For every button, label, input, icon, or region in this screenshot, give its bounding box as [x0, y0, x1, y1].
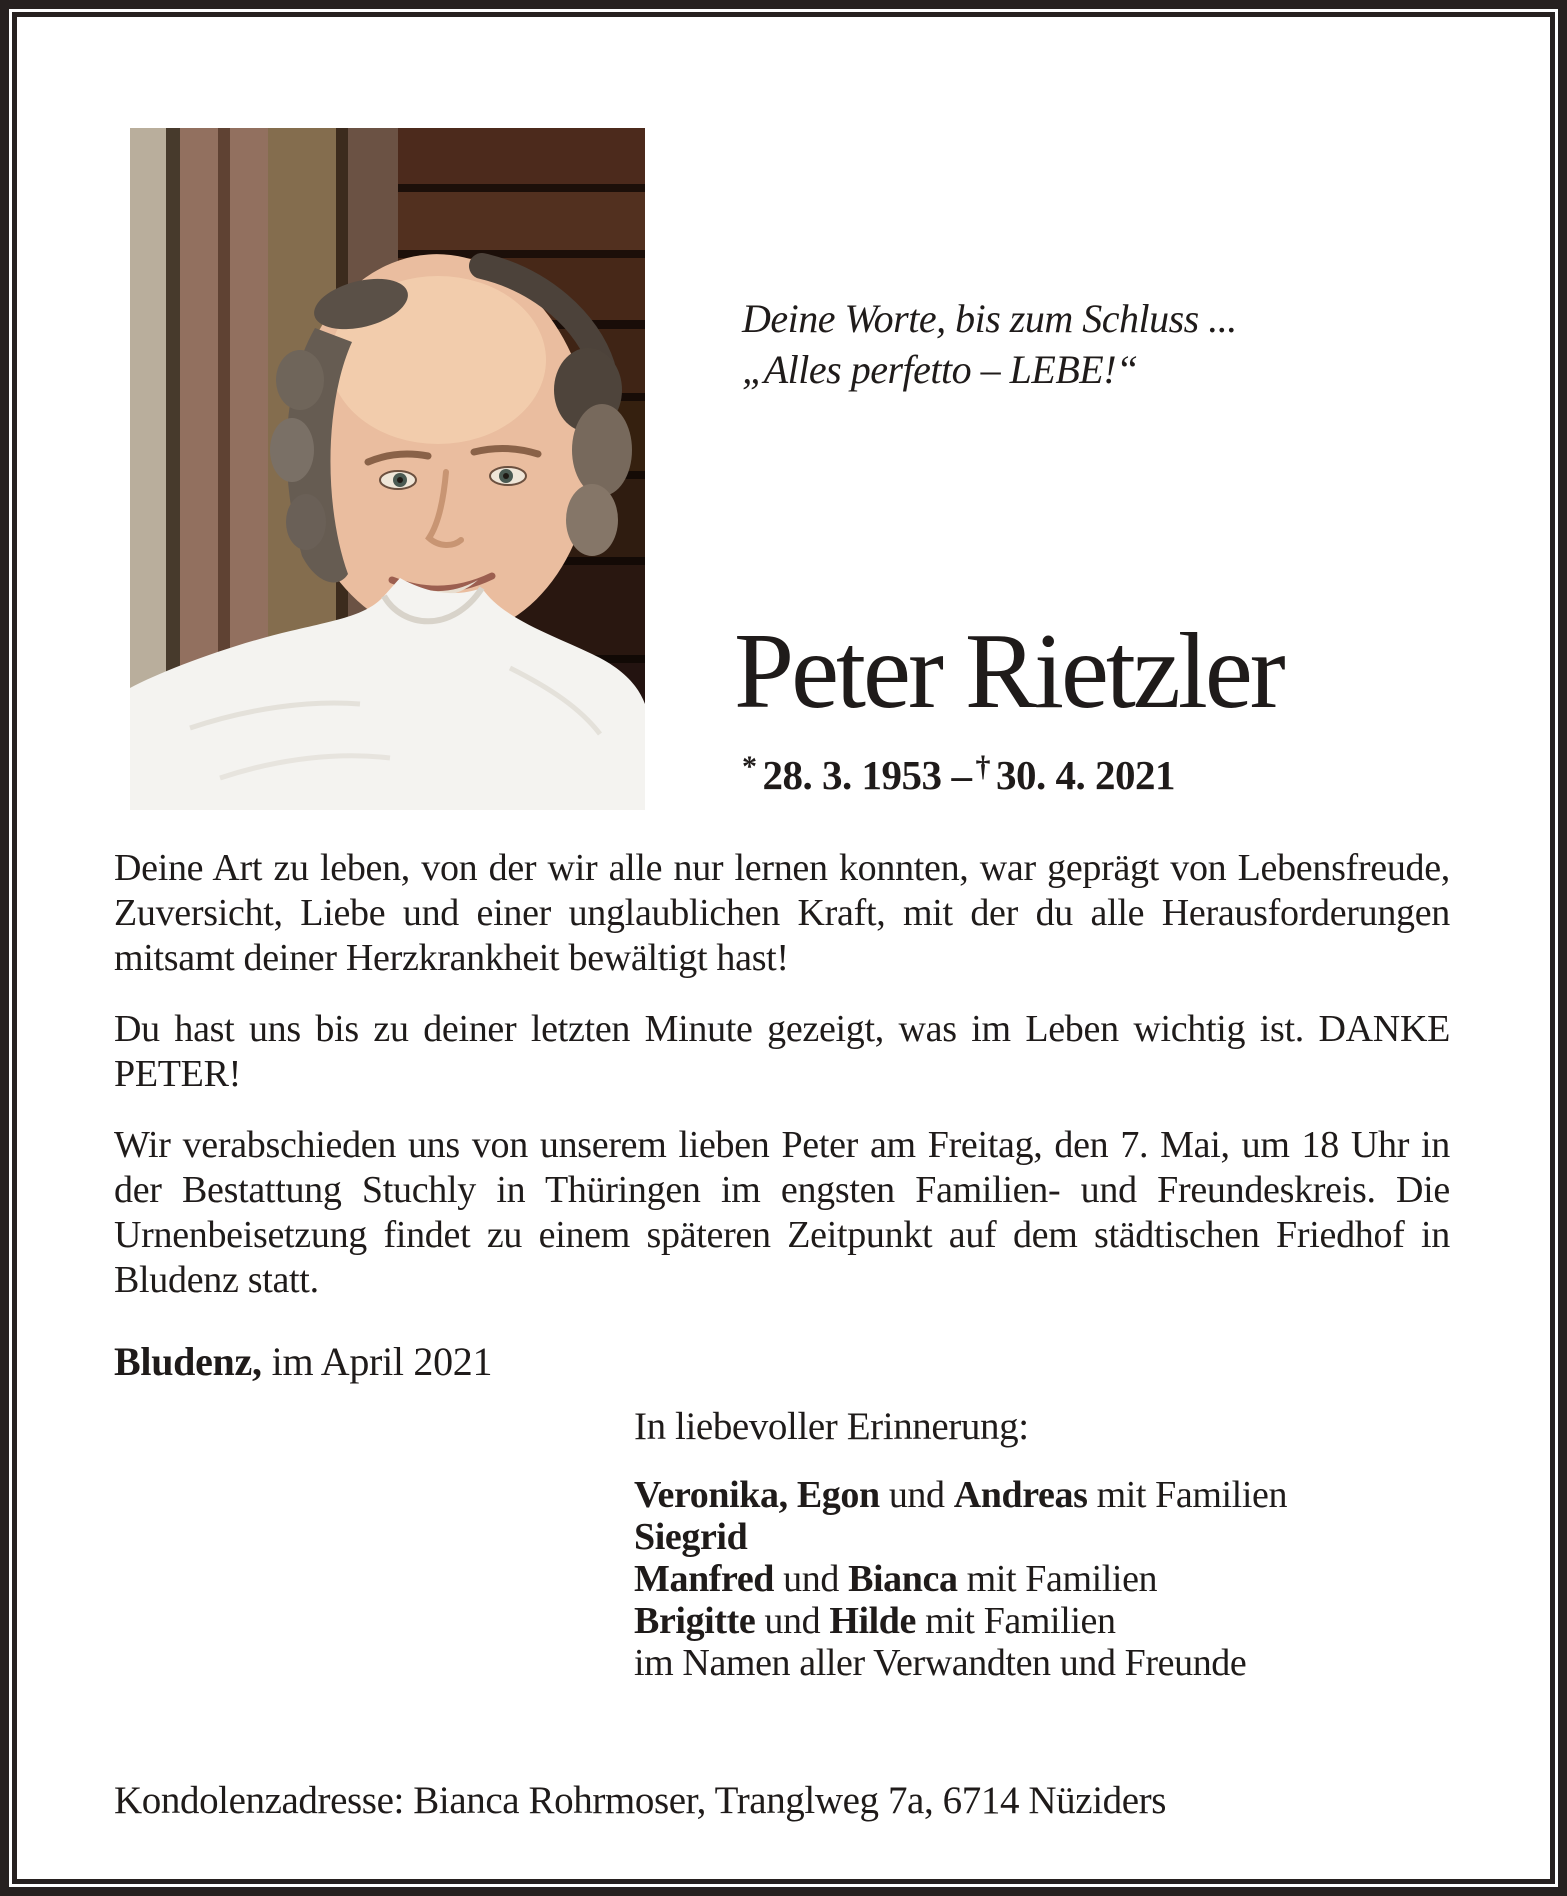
- memorial-line: Siegrid: [634, 1516, 748, 1558]
- memorial-line: Brigitte und Hilde mit Familien: [634, 1600, 1116, 1642]
- memorial-block: [634, 1406, 1287, 1684]
- dateline-rest: im April 2021: [271, 1339, 493, 1384]
- memorial-line: im Namen aller Verwandten und Freunde: [634, 1642, 1247, 1684]
- birth-date: 28. 3. 1953: [762, 752, 942, 798]
- epigraph-quote: [742, 293, 1237, 395]
- epigraph-line-2: „Alles perfetto – LEBE!“: [742, 347, 1138, 392]
- obituary-paragraph-1: Deine Art zu leben, von der wir alle nur lernen konnten, war geprägt von Lebensfreude, Zuversicht, Liebe und einer unglaublichen Kraft, mit der du alle Herausforderungen mitsamt deiner Herzkrankheit bewältigt hast!: [114, 847, 1450, 979]
- obituary-body: [114, 846, 1450, 1329]
- born-symbol: *: [742, 750, 757, 783]
- dates-separator: –: [951, 752, 972, 798]
- portrait-photo: [130, 128, 645, 810]
- obituary-paragraph-3: Wir verabschieden uns von unserem lieben Peter am Freitag, den 7. Mai, um 18 Uhr in der Bestattung Stuchly in Thüringen im engsten Familien- und Freundeskreis. Die Urnenbeisetzung findet zu einem späteren Zeitpunkt auf dem städtischen Friedhof in Bludenz statt.: [114, 1124, 1450, 1301]
- deceased-name: Peter Rietzler: [734, 612, 1283, 731]
- portrait-photo-illustration: [130, 128, 645, 810]
- dateline-place: Bludenz,: [114, 1339, 262, 1384]
- epigraph-line-1: Deine Worte, bis zum Schluss ...: [742, 296, 1237, 341]
- memorial-heading: In liebevoller Erinnerung:: [634, 1405, 1029, 1448]
- life-dates: [742, 750, 1175, 799]
- obituary-paragraph-2: Du hast uns bis zu deiner letzten Minute gezeigt, was im Leben wichtig ist. DANKE PETER!: [114, 1008, 1450, 1095]
- memorial-line: Manfred und Bianca mit Familien: [634, 1558, 1158, 1600]
- memorial-line: Veronika, Egon und Andreas mit Familien: [634, 1474, 1288, 1516]
- place-dateline: [114, 1338, 492, 1385]
- died-symbol: †: [975, 750, 990, 783]
- condolence-address: Kondolenzadresse: Bianca Rohrmoser, Tranglweg 7a, 6714 Nüziders: [114, 1779, 1167, 1822]
- death-date: 30. 4. 2021: [996, 752, 1175, 798]
